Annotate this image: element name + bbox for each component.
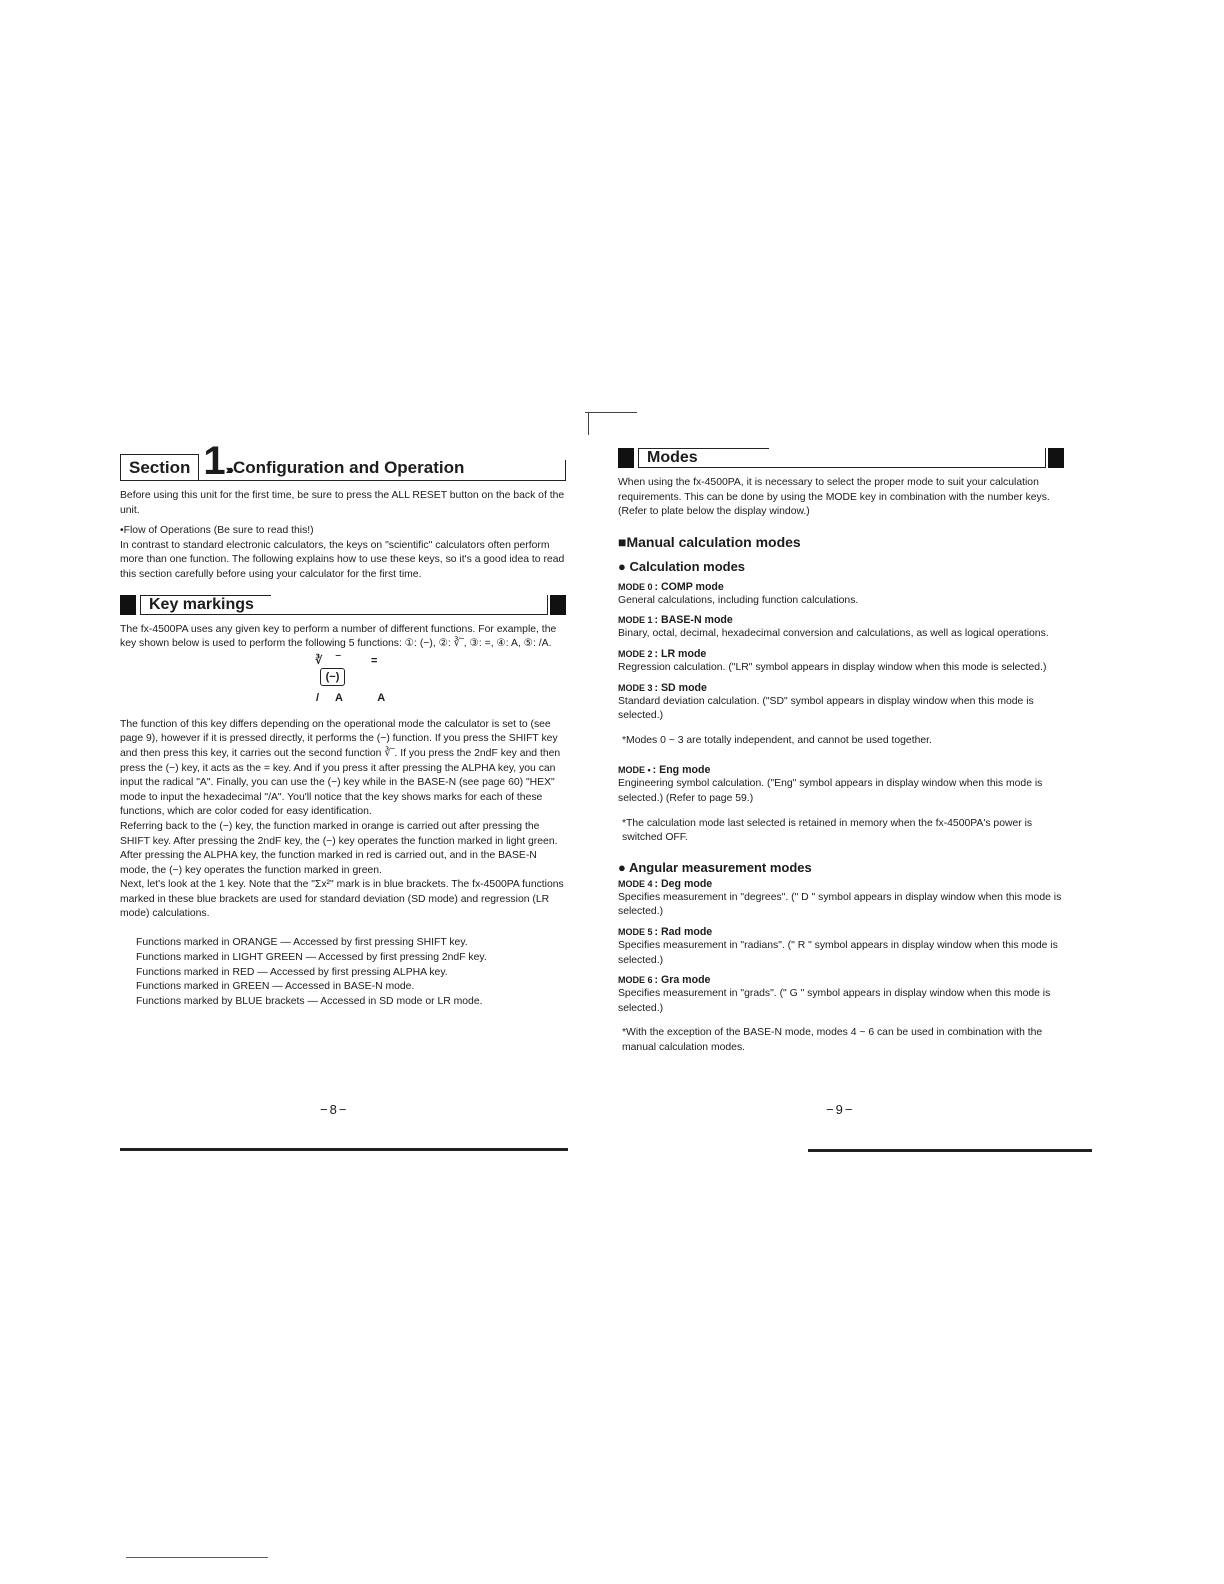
mode-name: : Eng mode [652,764,711,777]
mode-name: : Deg mode [654,877,713,890]
section-title [120,440,566,481]
modes-independent-note: *Modes 0 ~ 3 are totally independent, and cannot be used together. [622,734,932,746]
key-diagram-bottom: /A A [316,691,402,704]
mode-desc: Specifies measurement in "radians". (" R " symbol appears in display window when this mode is selected.) [618,939,1058,966]
fold-mark [585,412,637,413]
mode-name: : SD mode [654,681,707,694]
key-diagram [120,654,566,712]
heading-square-end-icon [550,595,566,615]
section-heading: Configuration and Operation [232,458,465,477]
mode-desc: Binary, octal, decimal, hexadecimal conversion and calculations, as well as logical operations. [618,628,1049,640]
mode-desc: General calculations, including function calculations. [618,594,859,606]
bottom-rule-left [120,1148,568,1151]
intro-paragraph: Before using this unit for the first time, be sure to press the ALL RESET button on the back of the unit. [120,490,565,516]
heading-square-icon [618,448,634,468]
mode-2-keys-icon: MODE 2 [618,648,653,659]
color-legend [120,936,566,1010]
mode-6-keys-icon: MODE 6 [618,975,653,986]
mode-name: : Gra mode [654,974,711,987]
mode-0-keys-icon: MODE 0 [618,581,653,592]
flow-paragraph: •Flow of Operations (Be sure to read this!) [120,525,314,537]
calc-modes-heading: ● Calculation modes [618,558,746,574]
mode-4-keys-icon: MODE 4 [618,878,653,889]
heading-square-icon [120,595,136,615]
fold-mark-vertical [588,413,589,435]
right-page [618,440,1064,1061]
section-label: Section [120,454,199,480]
section-number: 1 [203,439,224,483]
key-markings-p1: The fx-4500PA uses any given key to perform a number of different functions. For example, the key shown below is used to perform the following 5 functions: ①: (−), ②: ∛‾, ③: =, ④: A, ⑤: /A. [120,623,557,650]
modes-title: Modes [647,449,698,466]
mode-name: : COMP mode [654,580,724,593]
mode-desc: Specifies measurement in "grads". (" G " symbol appears in display window when this mode is selected.) [618,988,1051,1014]
calc-mode-lr [618,648,1064,676]
mode-3-keys-icon: MODE 3 [618,682,653,693]
mode-desc: Regression calculation. ("LR" symbol appears in display window when this mode is selected.) [618,661,1047,673]
contrast-paragraph: In contrast to standard electronic calculators, the keys on "scientific" calculators often perform more than one function. The following explains how to use these keys, so it's a good idea to read this section carefully before using your calculator for the first time. [120,539,565,580]
mode-desc: Specifies measurement in "degrees". (" D " symbol appears in display window when this mode is selected.) [618,891,1062,918]
key-diagram-top: ∛‾ = [315,654,392,667]
mode-name: : Rad mode [654,925,713,938]
calc-mode-comp [618,581,1064,609]
bottom-rule-right [808,1149,1092,1152]
key-markings-p3: Referring back to the (−) key, the function marked in orange is carried out after pressing the SHIFT key. After pressing the 2ndF key, the (−) key operates the function marked in light green. After pressing the ALPHA key, the function marked in red is carried out, and in the BASE-N mode, the (−) key operates the function marked in green. [120,820,558,876]
heading-square-end-icon [1048,448,1064,468]
angular-modes-heading: ● Angular measurement modes [618,859,812,875]
modes-heading [618,448,1064,468]
manual-modes-heading: ■Manual calculation modes [618,533,801,550]
calc-mode-base-n [618,614,1064,642]
mode-name: : BASE-N mode [654,614,733,627]
bottom-blue-line [126,1557,268,1558]
key-markings-heading [120,595,566,615]
title-end-rule [565,460,566,480]
legend-item: Functions marked by BLUE brackets — Accessed in SD mode or LR mode. [136,996,483,1008]
calc-mode-sd [618,682,1064,724]
legend-item: Functions marked in LIGHT GREEN — Accessed by first pressing 2ndF key. [136,951,487,963]
mode-5-keys-icon: MODE 5 [618,926,653,937]
eng-mode [618,764,1064,806]
mode-name: : LR mode [654,647,707,660]
key-diagram-key-icon: (−) [320,668,345,686]
mode-desc: Engineering symbol calculation. ("Eng" symbol appears in display window when this mode is selected.) (Refer to page 59.) [618,778,1043,804]
angular-mode-gra [618,974,1064,1016]
page-number-left: −8− [320,1102,349,1117]
mode-dot-keys-icon: MODE • [618,765,651,776]
angular-mode-deg [618,878,1064,920]
section-arrows-icon: ›››› [225,462,231,477]
memory-note: *The calculation mode last selected is retained in memory when the fx-4500PA's power is switched OFF. [622,817,1033,844]
legend-item: Functions marked in GREEN — Accessed in BASE-N mode. [136,981,415,993]
legend-item: Functions marked in ORANGE — Accessed by first pressing SHIFT key. [136,937,468,949]
modes-intro: When using the fx-4500PA, it is necessary to select the proper mode to suit your calculation requirements. This can be done by using the MODE key in combination with the number keys. (Refer to plate below the display window.) [618,477,1050,518]
key-markings-title: Key markings [149,595,254,613]
key-markings-p4: Next, let's look at the 1 key. Note that the "Σx²" mark is in blue brackets. The fx-4500PA functions marked in these blue brackets are used for standard deviation (SD mode) and regression (LR mode) calculations. [120,879,564,920]
combination-note: *With the exception of the BASE-N mode, modes 4 ~ 6 can be used in combination with the manual calculation modes. [622,1027,1043,1053]
key-markings-p2: The function of this key differs depending on the operational mode the calculator is set to (see page 9), however if it is pressed directly, it performs the (−) function. If you press the SHIFT key and then press this key, it carries out the second function ∛‾. If you press the 2ndF key and then press the (−) key, it acts as the = key. And if you press it after pressing the ALPHA key, you can input the radical "A". Finally, you can use the (−) key while in the BASE-N (see page 60) "HEX" mode to input the hexadecimal "/A". You'll notice that the key shows marks for each of these functions, which are color coded for easy identification. [120,718,561,818]
legend-item: Functions marked in RED — Accessed by first pressing ALPHA key. [136,966,448,978]
mode-1-keys-icon: MODE 1 [618,615,653,626]
left-page [120,440,566,1010]
mode-desc: Standard deviation calculation. ("SD" symbol appears in display window when this mode is selected.) [618,695,1034,722]
angular-mode-rad [618,926,1064,968]
page-number-right: −9− [826,1102,855,1117]
